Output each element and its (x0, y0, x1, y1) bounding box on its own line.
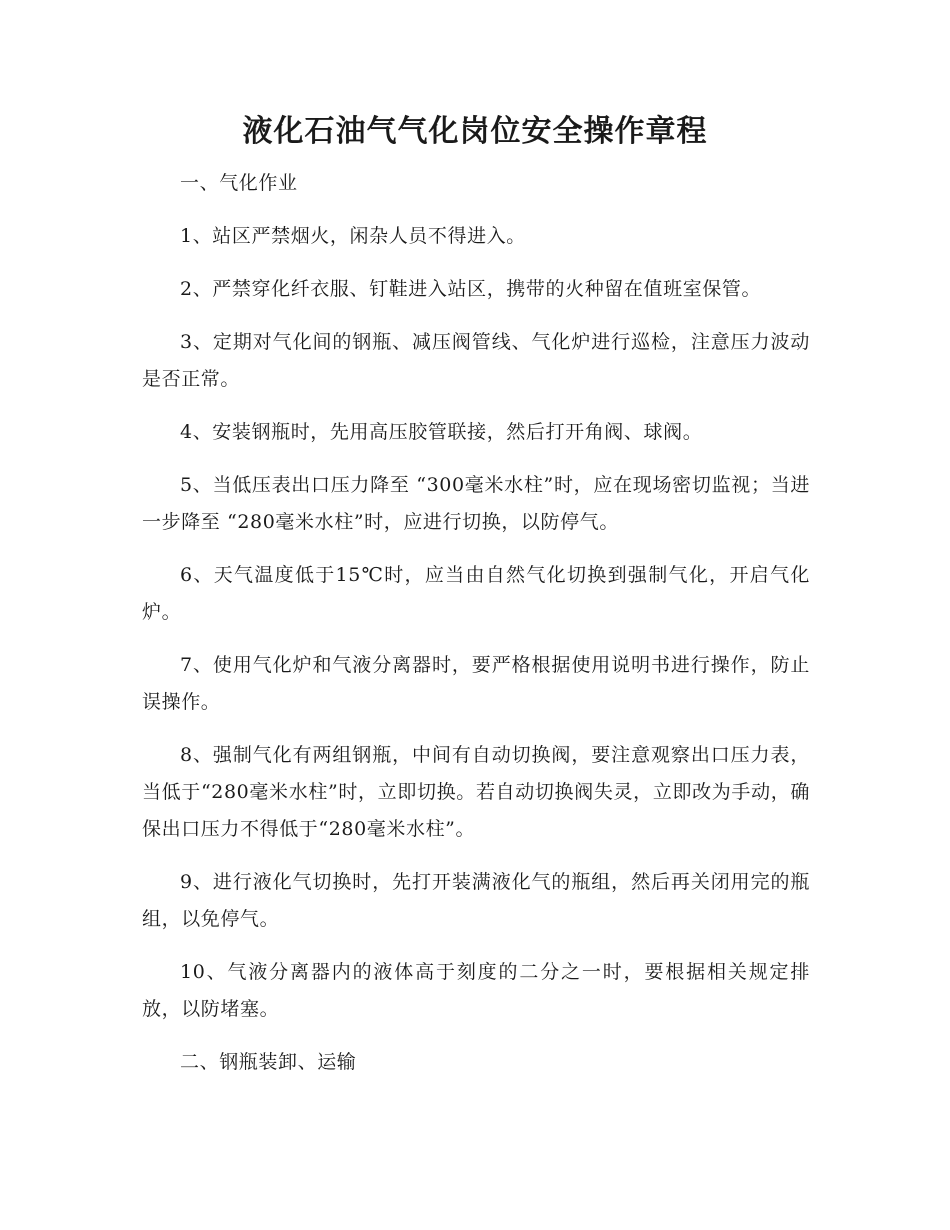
section-heading: 一、气化作业 (180, 172, 298, 194)
paragraph: 7、使用气化炉和气液分离器时，要严格根据使用说明书进行操作，防止误操作。 (142, 654, 810, 713)
paragraph: 1、站区严禁烟火，闲杂人员不得进入。 (180, 225, 526, 247)
document-title: 液化石油气气化岗位安全操作章程 (242, 114, 708, 149)
paragraph: 5、当低压表出口压力降至 “300毫米水柱”时，应在现场密切监视；当进一步降至 “280毫米水柱”时，应进行切换，以防停气。 (142, 474, 810, 533)
section-heading: 二、钢瓶装卸、运输 (180, 1051, 357, 1073)
paragraph: 6、天气温度低于15℃时，应当由自然气化切换到强制气化，开启气化炉。 (142, 564, 810, 623)
document-body (142, 165, 810, 1081)
paragraph: 10、气液分离器内的液体高于刻度的二分之一时，要根据相关规定排放，以防堵塞。 (142, 961, 810, 1020)
paragraph: 9、进行液化气切换时，先打开装满液化气的瓶组，然后再关闭用完的瓶组，以免停气。 (142, 871, 810, 930)
paragraph: 2、严禁穿化纤衣服、钉鞋进入站区，携带的火种留在值班室保管。 (180, 278, 762, 300)
paragraph: 4、安装钢瓶时，先用高压胶管联接，然后打开角阀、球阀。 (180, 421, 703, 443)
paragraph: 3、定期对气化间的钢瓶、减压阀管线、气化炉进行巡检，注意压力波动是否正常。 (142, 331, 810, 390)
paragraph: 8、强制气化有两组钢瓶，中间有自动切换阀，要注意观察出口压力表，当低于“280毫米水柱”时，立即切换。若自动切换阀失灵，立即改为手动，确保出口压力不得低于“280毫米水柱”。 (142, 744, 810, 840)
